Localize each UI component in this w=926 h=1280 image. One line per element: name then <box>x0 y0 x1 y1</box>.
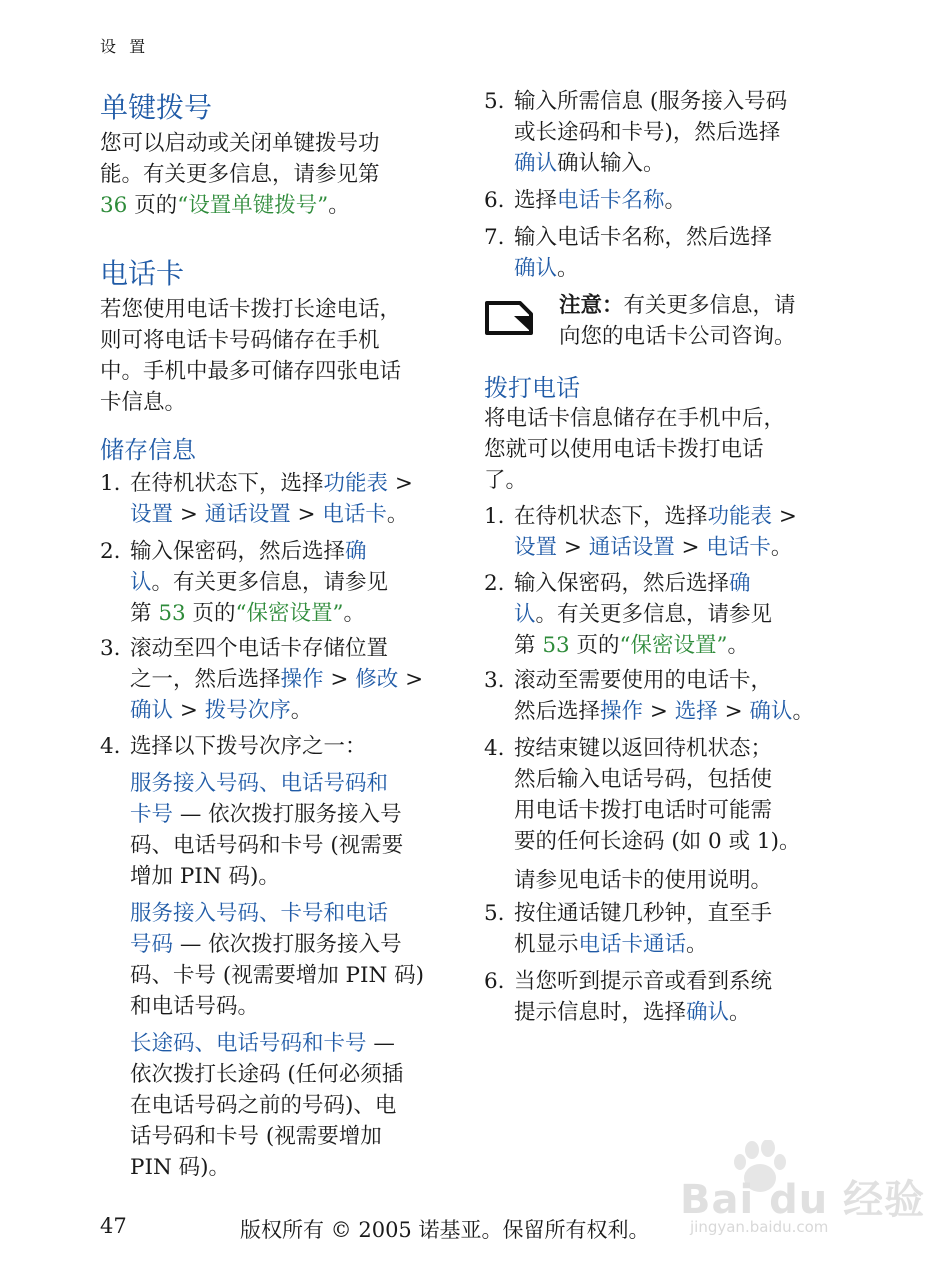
paragraph-make-call: 将电话卡信息储存在手机中后， 您就可以使用电话卡拨打电话 了。 <box>484 406 786 493</box>
note-text: 注意：有关更多信息，请 向您的电话卡公司咨询。 <box>559 293 796 349</box>
note-icon <box>484 300 534 336</box>
link-security-settings[interactable]: “保密设置” <box>619 633 728 658</box>
link-security-settings[interactable]: “保密设置” <box>235 601 344 626</box>
baidu-watermark: Bai du 经验 jingyan.baidu.com <box>660 1140 900 1250</box>
heading-store-info: 储存信息 <box>100 436 196 464</box>
paragraph-phone-card: 若您使用电话卡拨打长途电话， 则可将电话卡号码储存在手机 中。手机中最多可储存四张电话 卡信息。 <box>100 297 402 415</box>
section-label: 设 置 <box>100 37 150 56</box>
page-number: 47 <box>100 1214 127 1238</box>
paragraph-single-key-dial: 您可以启动或关闭单键拨号功 能。有关更多信息，请参见第 36 页的“设置单键拨号”。 <box>100 131 380 218</box>
copyright: 版权所有 © 2005 诺基亚。保留所有权利。 <box>240 1218 650 1242</box>
heading-single-key-dial: 单键拨号 <box>100 91 213 124</box>
heading-make-call: 拨打电话 <box>484 374 580 402</box>
heading-phone-card: 电话卡 <box>100 257 185 290</box>
link-single-key-settings[interactable]: “设置单键拨号” <box>177 193 329 218</box>
